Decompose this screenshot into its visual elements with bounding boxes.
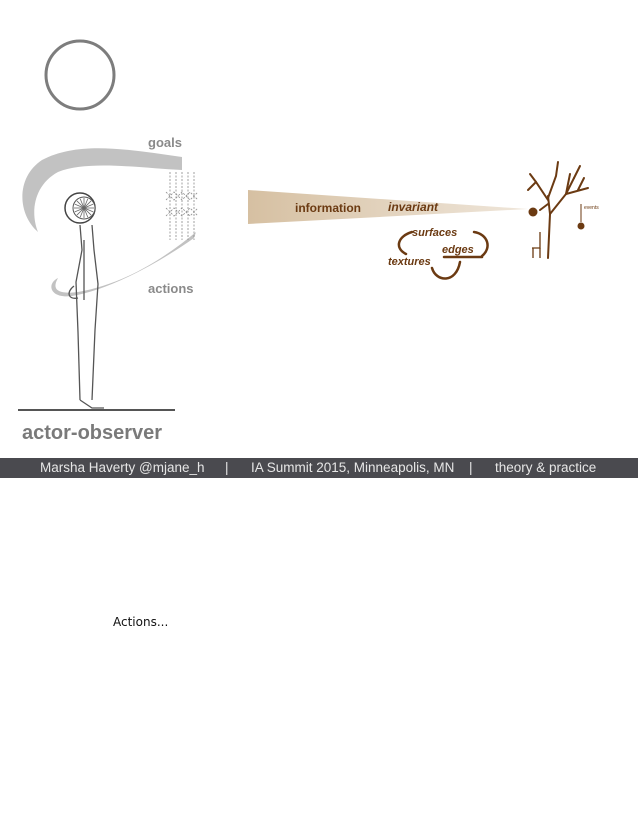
footer-event: IA Summit 2015, Minneapolis, MN xyxy=(251,460,455,475)
goals-label: goals xyxy=(148,135,182,150)
eye-icon xyxy=(65,193,95,223)
speaker-note: Actions... xyxy=(113,615,169,629)
footer-separator: | xyxy=(469,460,473,475)
textures-label: textures xyxy=(388,256,431,268)
chair-icon xyxy=(532,232,540,258)
body-figure xyxy=(69,225,104,408)
actions-label: actions xyxy=(148,281,194,296)
falling-apple-icon xyxy=(578,223,585,230)
invariant-label: invariant xyxy=(388,200,439,214)
apple-icon xyxy=(529,208,538,217)
actor-observer-label: actor-observer xyxy=(22,422,163,444)
footer-author: Marsha Haverty @mjane_h xyxy=(40,460,205,475)
neural-lattice xyxy=(166,172,198,240)
footer-topic: theory & practice xyxy=(495,460,597,475)
surfaces-label: surfaces xyxy=(412,227,458,239)
footer-bar xyxy=(0,458,638,478)
edges-label: edges xyxy=(442,244,474,256)
events-label: events xyxy=(584,205,599,211)
head-circle xyxy=(46,41,114,109)
information-label: information xyxy=(295,201,361,215)
goals-swoosh xyxy=(22,148,182,232)
footer-separator: | xyxy=(225,460,229,475)
